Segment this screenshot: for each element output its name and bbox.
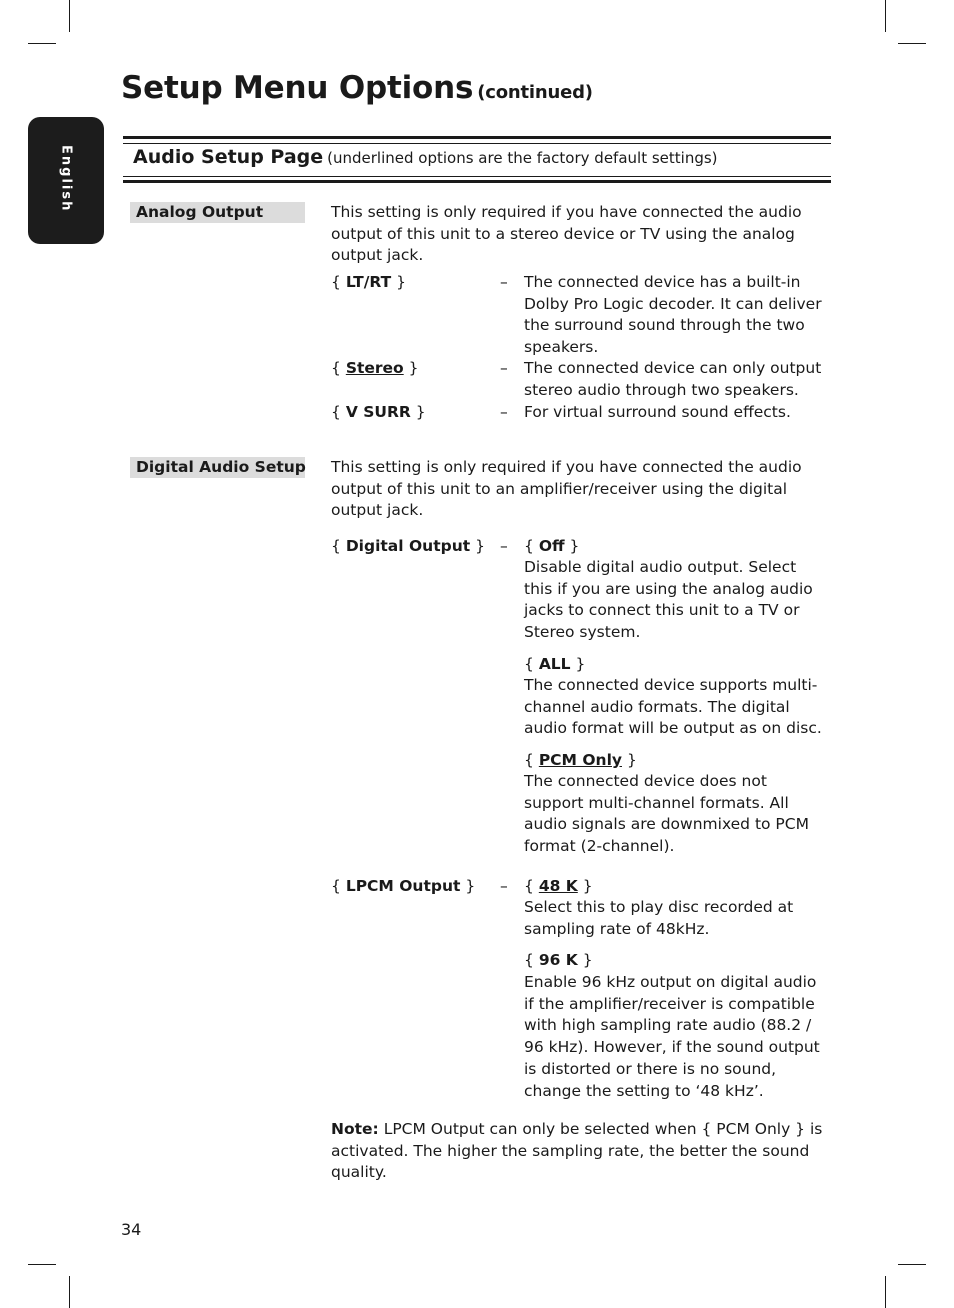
page-title-suffix: (continued) (477, 82, 593, 103)
section-title: Audio Setup Page (133, 146, 324, 168)
option-lt-rt: { LT/RT } (331, 273, 406, 291)
option-stereo-desc: The connected device can only output stereo audio through two speakers. (524, 359, 822, 399)
language-tab-label-wrap (29, 117, 103, 244)
choice-all: { ALL } (524, 655, 586, 673)
dash: – (500, 877, 508, 895)
dash: – (500, 359, 508, 377)
choice-pcm-only-desc: The connected device does not support multi-channel formats. All audio signals are downmixed to PCM format (2-channel). (524, 772, 809, 856)
option-name: LT/RT (345, 273, 392, 291)
crop-mark (898, 43, 926, 44)
note (331, 1119, 836, 1184)
option-lt-rt-desc: The connected device has a built-in Dolby Pro Logic decoder. It can deliver the surround sound through the two speakers. (524, 273, 822, 357)
crop-mark (28, 43, 56, 44)
choice-off: { Off } (524, 537, 580, 555)
option-name-default: Stereo (345, 359, 404, 377)
digital-audio-label: Digital Audio Setup (136, 458, 306, 476)
option-digital-output: { Digital Output } (331, 537, 485, 555)
option-lpcm-output: { LPCM Output } (331, 877, 476, 895)
dash: – (500, 403, 508, 421)
header-rule-top-thick (123, 136, 831, 139)
analog-intro: This setting is only required if you have connected the audio output of this unit to a stereo device or TV using the analog output jack. (331, 203, 802, 265)
analog-output-label-box (130, 202, 305, 223)
option-stereo: { Stereo } (331, 359, 419, 377)
choice-pcm-only: { PCM Only } (524, 751, 637, 769)
choice-96k-desc: Enable 96 kHz output on digital audio if the amplifier/receiver is compatible with high sampling rate audio (88.2 / 96 kHz). However, if the sound output is distorted or there is no sound, change the setting to ‘48 kHz’. (524, 973, 820, 1100)
crop-mark (69, 0, 70, 32)
header-rule-bottom-thick (123, 180, 831, 183)
option-v-surr-desc: For virtual surround sound effects. (524, 403, 791, 421)
option-v-surr: { V SURR } (331, 403, 426, 421)
crop-mark (885, 0, 886, 32)
choice-name: ALL (538, 655, 571, 673)
note-text: LPCM Output can only be selected when { PCM Only } is activated. The higher the sampling rate, the better the sound quality. (331, 1120, 823, 1182)
crop-mark (898, 1264, 926, 1265)
digital-audio-label-box (130, 457, 305, 478)
crop-mark (69, 1276, 70, 1308)
choice-all-desc: The connected device supports multi-channel audio formats. The digital audio format will be output as on disc. (524, 676, 822, 738)
choice-name-default: PCM Only (538, 751, 622, 769)
choice-name-default: 48 K (538, 877, 578, 895)
crop-mark (885, 1276, 886, 1308)
page-title (121, 70, 593, 106)
note-label: Note: (331, 1120, 379, 1138)
analog-output-label: Analog Output (136, 203, 264, 221)
digital-intro: This setting is only required if you have connected the audio output of this unit to an amplifier/receiver using the digital output jack. (331, 458, 802, 520)
choice-name: 96 K (538, 951, 578, 969)
header-rule-top-thin (123, 143, 831, 144)
dash: – (500, 273, 508, 291)
option-name: LPCM Output (345, 877, 461, 895)
choice-96k: { 96 K } (524, 951, 593, 969)
choice-off-desc: Disable digital audio output. Select this if you are using the analog audio jacks to connect this unit to a TV or Stereo system. (524, 558, 813, 642)
option-name: Digital Output (345, 537, 471, 555)
section-heading (133, 146, 718, 168)
language-tab-label: English (58, 145, 74, 213)
crop-mark (28, 1264, 56, 1265)
dash: – (500, 537, 508, 555)
page-number: 34 (121, 1220, 142, 1239)
page-title-text: Setup Menu Options (121, 70, 474, 106)
choice-48k-desc: Select this to play disc recorded at sampling rate of 48kHz. (524, 898, 794, 938)
choice-name: Off (538, 537, 565, 555)
option-name: V SURR (345, 403, 411, 421)
choice-48k: { 48 K } (524, 877, 593, 895)
header-rule-bottom-thin (123, 176, 831, 177)
section-note: (underlined options are the factory default settings) (327, 149, 718, 167)
